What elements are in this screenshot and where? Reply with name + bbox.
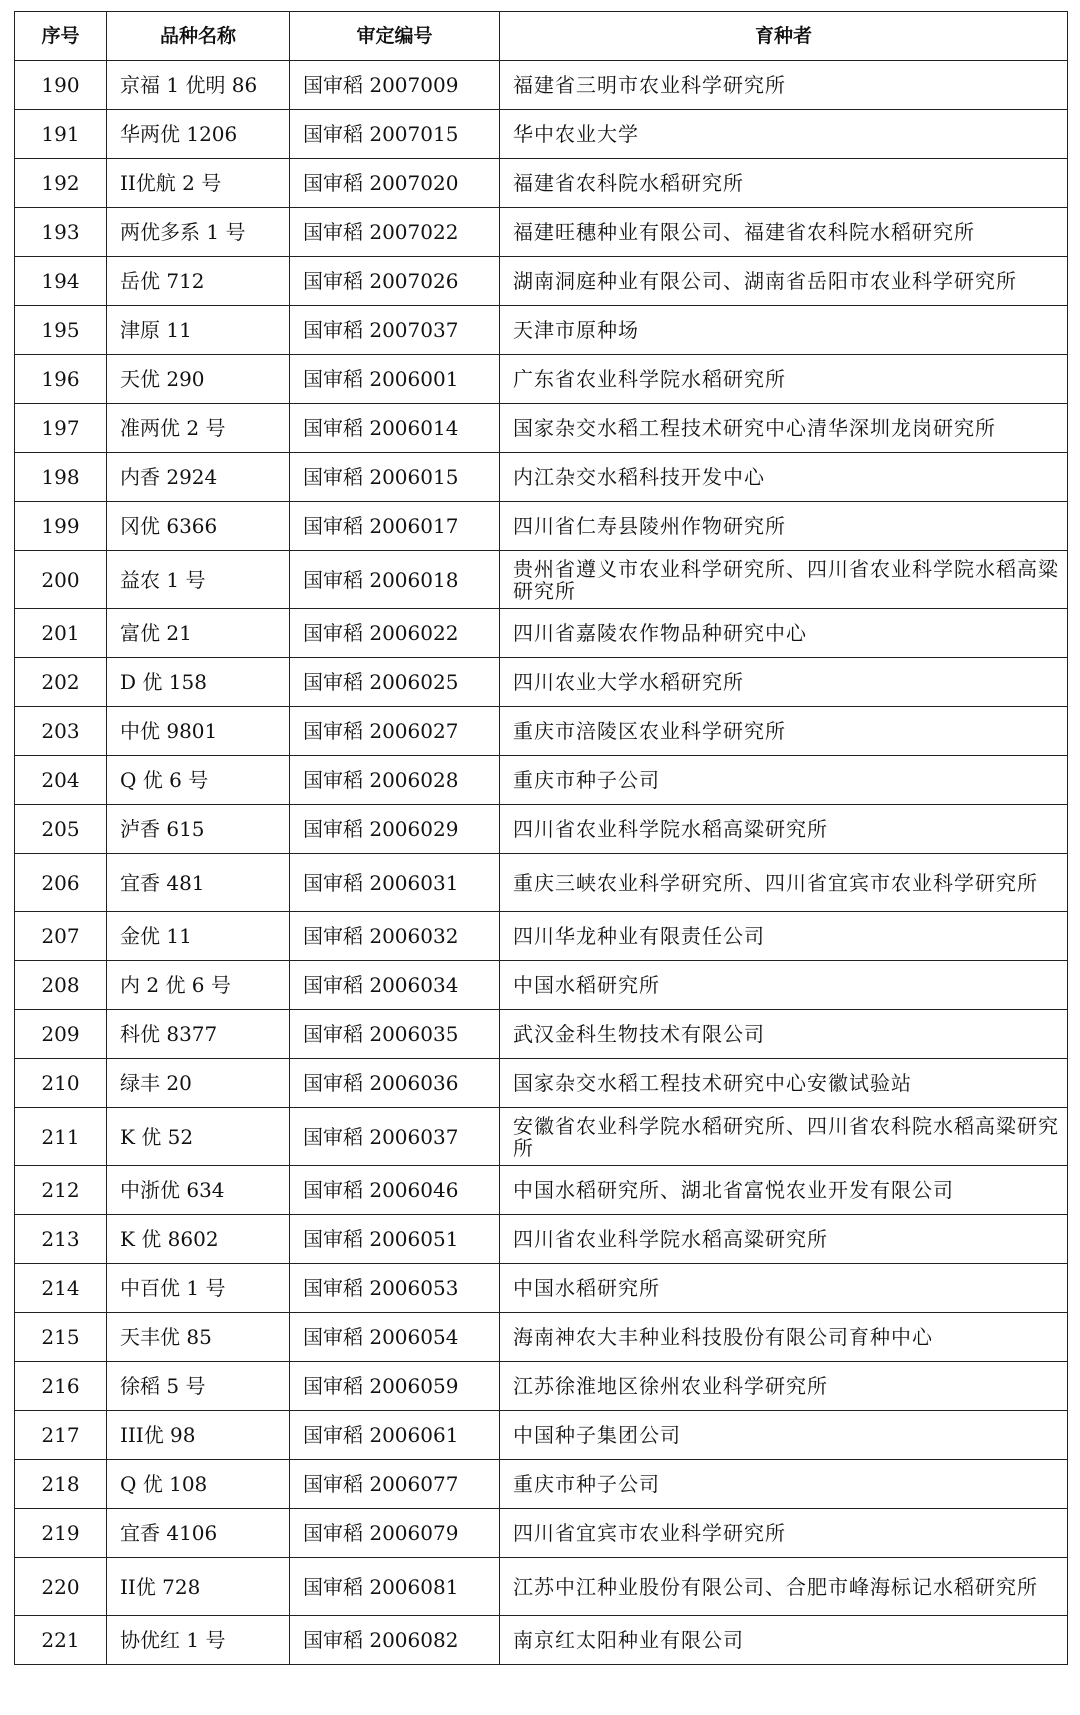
cell-seq: 194 xyxy=(15,257,107,306)
cell-variety-name: 科优 8377 xyxy=(107,1010,290,1059)
cell-breeder: 南京红太阳种业有限公司 xyxy=(500,1616,1068,1665)
cell-approval-code: 国审稻 2006051 xyxy=(290,1215,500,1264)
cell-seq: 216 xyxy=(15,1362,107,1411)
cell-breeder: 四川省农业科学院水稻高粱研究所 xyxy=(500,1215,1068,1264)
cell-variety-name: 中百优 1 号 xyxy=(107,1264,290,1313)
cell-variety-name: 益农 1 号 xyxy=(107,551,290,609)
cell-breeder: 中国种子集团公司 xyxy=(500,1411,1068,1460)
cell-variety-name: 金优 11 xyxy=(107,912,290,961)
cell-breeder: 重庆三峡农业科学研究所、四川省宜宾市农业科学研究所 xyxy=(500,854,1068,912)
cell-approval-code: 国审稻 2006018 xyxy=(290,551,500,609)
table-row xyxy=(15,1411,1068,1460)
cell-variety-name: 天丰优 85 xyxy=(107,1313,290,1362)
cell-approval-code: 国审稻 2006029 xyxy=(290,805,500,854)
cell-approval-code: 国审稻 2007037 xyxy=(290,306,500,355)
cell-seq: 198 xyxy=(15,453,107,502)
cell-breeder: 国家杂交水稻工程技术研究中心清华深圳龙岗研究所 xyxy=(500,404,1068,453)
cell-variety-name: 津原 11 xyxy=(107,306,290,355)
cell-variety-name: K 优 8602 xyxy=(107,1215,290,1264)
table-row xyxy=(15,1558,1068,1616)
cell-breeder: 中国水稻研究所、湖北省富悦农业开发有限公司 xyxy=(500,1166,1068,1215)
cell-approval-code: 国审稻 2006014 xyxy=(290,404,500,453)
cell-seq: 218 xyxy=(15,1460,107,1509)
cell-variety-name: 岳优 712 xyxy=(107,257,290,306)
cell-seq: 203 xyxy=(15,707,107,756)
cell-approval-code: 国审稻 2006035 xyxy=(290,1010,500,1059)
cell-variety-name: 中优 9801 xyxy=(107,707,290,756)
table-row xyxy=(15,404,1068,453)
table-row xyxy=(15,159,1068,208)
cell-approval-code: 国审稻 2006053 xyxy=(290,1264,500,1313)
header-breeder: 育种者 xyxy=(500,12,1068,61)
table-row xyxy=(15,961,1068,1010)
cell-breeder: 天津市原种场 xyxy=(500,306,1068,355)
cell-seq: 212 xyxy=(15,1166,107,1215)
cell-approval-code: 国审稻 2007009 xyxy=(290,61,500,110)
cell-seq: 208 xyxy=(15,961,107,1010)
cell-seq: 193 xyxy=(15,208,107,257)
cell-breeder: 四川省宜宾市农业科学研究所 xyxy=(500,1509,1068,1558)
cell-seq: 197 xyxy=(15,404,107,453)
cell-approval-code: 国审稻 2006017 xyxy=(290,502,500,551)
cell-seq: 213 xyxy=(15,1215,107,1264)
table-row xyxy=(15,854,1068,912)
cell-seq: 190 xyxy=(15,61,107,110)
cell-breeder: 中国水稻研究所 xyxy=(500,1264,1068,1313)
table-row xyxy=(15,306,1068,355)
cell-approval-code: 国审稻 2006046 xyxy=(290,1166,500,1215)
table-row xyxy=(15,912,1068,961)
table-row xyxy=(15,707,1068,756)
cell-variety-name: 华两优 1206 xyxy=(107,110,290,159)
cell-seq: 207 xyxy=(15,912,107,961)
table-row xyxy=(15,61,1068,110)
cell-variety-name: 内 2 优 6 号 xyxy=(107,961,290,1010)
header-approval-code: 审定编号 xyxy=(290,12,500,61)
table-row xyxy=(15,1264,1068,1313)
cell-variety-name: D 优 158 xyxy=(107,658,290,707)
cell-breeder: 四川省农业科学院水稻高粱研究所 xyxy=(500,805,1068,854)
table-header-row xyxy=(15,12,1068,61)
cell-seq: 206 xyxy=(15,854,107,912)
cell-approval-code: 国审稻 2006082 xyxy=(290,1616,500,1665)
cell-variety-name: 天优 290 xyxy=(107,355,290,404)
cell-approval-code: 国审稻 2007015 xyxy=(290,110,500,159)
cell-breeder: 重庆市种子公司 xyxy=(500,756,1068,805)
cell-approval-code: 国审稻 2006032 xyxy=(290,912,500,961)
cell-breeder: 四川华龙种业有限责任公司 xyxy=(500,912,1068,961)
header-variety-name: 品种名称 xyxy=(107,12,290,61)
cell-variety-name: 宜香 4106 xyxy=(107,1509,290,1558)
cell-breeder: 江苏徐淮地区徐州农业科学研究所 xyxy=(500,1362,1068,1411)
cell-variety-name: II优航 2 号 xyxy=(107,159,290,208)
cell-variety-name: II优 728 xyxy=(107,1558,290,1616)
cell-breeder: 武汉金科生物技术有限公司 xyxy=(500,1010,1068,1059)
cell-variety-name: 冈优 6366 xyxy=(107,502,290,551)
table-row xyxy=(15,756,1068,805)
cell-breeder: 中国水稻研究所 xyxy=(500,961,1068,1010)
cell-breeder: 广东省农业科学院水稻研究所 xyxy=(500,355,1068,404)
table-row xyxy=(15,551,1068,609)
cell-breeder: 华中农业大学 xyxy=(500,110,1068,159)
cell-seq: 196 xyxy=(15,355,107,404)
table-row xyxy=(15,257,1068,306)
cell-breeder: 福建旺穗种业有限公司、福建省农科院水稻研究所 xyxy=(500,208,1068,257)
cell-breeder: 安徽省农业科学院水稻研究所、四川省农科院水稻高粱研究所 xyxy=(500,1108,1068,1166)
table-row xyxy=(15,1108,1068,1166)
cell-variety-name: 绿丰 20 xyxy=(107,1059,290,1108)
cell-seq: 211 xyxy=(15,1108,107,1166)
cell-breeder: 贵州省遵义市农业科学研究所、四川省农业科学院水稻高粱研究所 xyxy=(500,551,1068,609)
cell-variety-name: 准两优 2 号 xyxy=(107,404,290,453)
cell-approval-code: 国审稻 2006025 xyxy=(290,658,500,707)
cell-breeder: 重庆市种子公司 xyxy=(500,1460,1068,1509)
cell-seq: 210 xyxy=(15,1059,107,1108)
table-row xyxy=(15,805,1068,854)
cell-approval-code: 国审稻 2006061 xyxy=(290,1411,500,1460)
cell-approval-code: 国审稻 2006081 xyxy=(290,1558,500,1616)
cell-seq: 205 xyxy=(15,805,107,854)
cell-seq: 199 xyxy=(15,502,107,551)
cell-approval-code: 国审稻 2007020 xyxy=(290,159,500,208)
cell-seq: 219 xyxy=(15,1509,107,1558)
cell-approval-code: 国审稻 2006031 xyxy=(290,854,500,912)
cell-breeder: 国家杂交水稻工程技术研究中心安徽试验站 xyxy=(500,1059,1068,1108)
cell-seq: 221 xyxy=(15,1616,107,1665)
cell-seq: 195 xyxy=(15,306,107,355)
cell-seq: 204 xyxy=(15,756,107,805)
cell-approval-code: 国审稻 2006001 xyxy=(290,355,500,404)
cell-approval-code: 国审稻 2006027 xyxy=(290,707,500,756)
table-row xyxy=(15,110,1068,159)
cell-approval-code: 国审稻 2006015 xyxy=(290,453,500,502)
cell-variety-name: 泸香 615 xyxy=(107,805,290,854)
cell-variety-name: 宜香 481 xyxy=(107,854,290,912)
cell-approval-code: 国审稻 2006054 xyxy=(290,1313,500,1362)
cell-breeder: 江苏中江种业股份有限公司、合肥市峰海标记水稻研究所 xyxy=(500,1558,1068,1616)
cell-breeder: 四川省嘉陵农作物品种研究中心 xyxy=(500,609,1068,658)
cell-approval-code: 国审稻 2006079 xyxy=(290,1509,500,1558)
cell-variety-name: 两优多系 1 号 xyxy=(107,208,290,257)
cell-approval-code: 国审稻 2006022 xyxy=(290,609,500,658)
cell-variety-name: K 优 52 xyxy=(107,1108,290,1166)
cell-approval-code: 国审稻 2007022 xyxy=(290,208,500,257)
table-row xyxy=(15,208,1068,257)
cell-seq: 209 xyxy=(15,1010,107,1059)
cell-seq: 214 xyxy=(15,1264,107,1313)
header-seq: 序号 xyxy=(15,12,107,61)
cell-seq: 191 xyxy=(15,110,107,159)
cell-variety-name: 徐稻 5 号 xyxy=(107,1362,290,1411)
cell-approval-code: 国审稻 2006077 xyxy=(290,1460,500,1509)
table-row xyxy=(15,1215,1068,1264)
cell-seq: 220 xyxy=(15,1558,107,1616)
cell-seq: 215 xyxy=(15,1313,107,1362)
table-row xyxy=(15,609,1068,658)
cell-approval-code: 国审稻 2006037 xyxy=(290,1108,500,1166)
cell-approval-code: 国审稻 2006034 xyxy=(290,961,500,1010)
cell-seq: 201 xyxy=(15,609,107,658)
cell-breeder: 海南神农大丰种业科技股份有限公司育种中心 xyxy=(500,1313,1068,1362)
cell-approval-code: 国审稻 2006028 xyxy=(290,756,500,805)
cell-variety-name: 内香 2924 xyxy=(107,453,290,502)
cell-breeder: 重庆市涪陵区农业科学研究所 xyxy=(500,707,1068,756)
cell-breeder: 四川省仁寿县陵州作物研究所 xyxy=(500,502,1068,551)
cell-variety-name: 协优红 1 号 xyxy=(107,1616,290,1665)
cell-breeder: 福建省农科院水稻研究所 xyxy=(500,159,1068,208)
table-row xyxy=(15,1010,1068,1059)
table-row xyxy=(15,1616,1068,1665)
table-row xyxy=(15,355,1068,404)
table-row xyxy=(15,1362,1068,1411)
cell-breeder: 内江杂交水稻科技开发中心 xyxy=(500,453,1068,502)
cell-seq: 217 xyxy=(15,1411,107,1460)
cell-seq: 200 xyxy=(15,551,107,609)
cell-seq: 202 xyxy=(15,658,107,707)
cell-breeder: 福建省三明市农业科学研究所 xyxy=(500,61,1068,110)
cell-approval-code: 国审稻 2006059 xyxy=(290,1362,500,1411)
cell-variety-name: 富优 21 xyxy=(107,609,290,658)
cell-approval-code: 国审稻 2007026 xyxy=(290,257,500,306)
cell-variety-name: Q 优 108 xyxy=(107,1460,290,1509)
table-row xyxy=(15,1166,1068,1215)
table-row xyxy=(15,1509,1068,1558)
table-row xyxy=(15,1460,1068,1509)
cell-variety-name: 中浙优 634 xyxy=(107,1166,290,1215)
table-row xyxy=(15,453,1068,502)
cell-approval-code: 国审稻 2006036 xyxy=(290,1059,500,1108)
cell-breeder: 湖南洞庭种业有限公司、湖南省岳阳市农业科学研究所 xyxy=(500,257,1068,306)
cell-variety-name: 京福 1 优明 86 xyxy=(107,61,290,110)
cell-variety-name: Q 优 6 号 xyxy=(107,756,290,805)
cell-breeder: 四川农业大学水稻研究所 xyxy=(500,658,1068,707)
variety-table xyxy=(14,11,1068,1665)
table-row xyxy=(15,658,1068,707)
table-row xyxy=(15,502,1068,551)
cell-variety-name: III优 98 xyxy=(107,1411,290,1460)
table-row xyxy=(15,1313,1068,1362)
cell-seq: 192 xyxy=(15,159,107,208)
table-row xyxy=(15,1059,1068,1108)
